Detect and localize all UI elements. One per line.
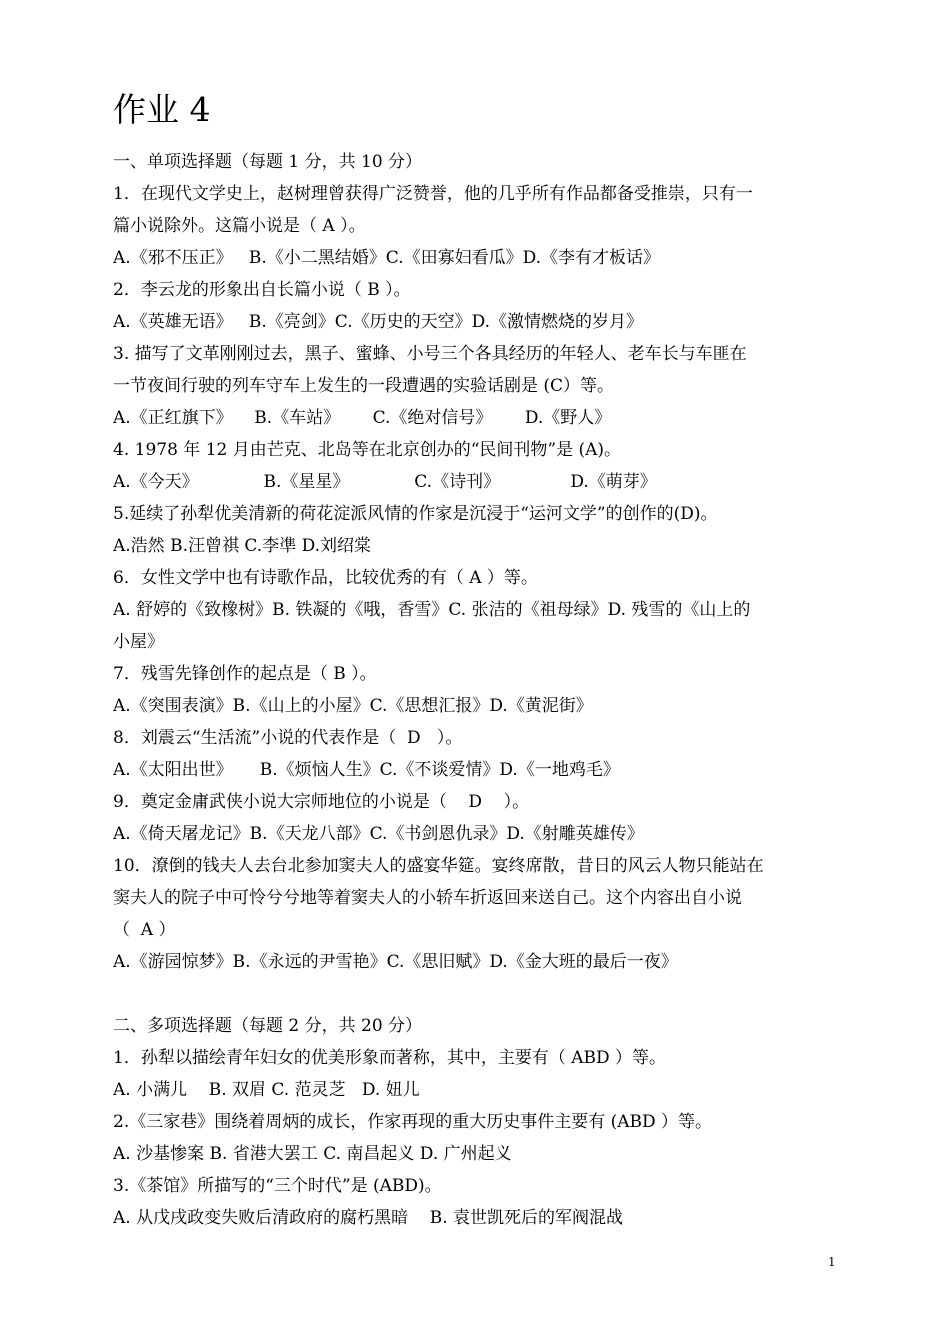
text-line: 3.《茶馆》所描写的“三个时代”是 (ABD)。 xyxy=(113,1176,442,1196)
text-line: A.《正红旗下》 B.《车站》 C.《绝对信号》 D.《野人》 xyxy=(113,408,612,428)
text-line: 10．潦倒的钱夫人去台北参加窦夫人的盛宴华筵。宴终席散，昔日的风云人物只能站在 xyxy=(113,856,764,876)
text-line: A.《突围表演》B.《山上的小屋》C.《思想汇报》D.《黄泥街》 xyxy=(113,696,593,716)
text-line: A.浩然 B.汪曾祺 C.李凖 D.刘绍棠 xyxy=(113,536,372,556)
text-line: 3. 描写了文革刚刚过去，黑子、蜜蜂、小号三个各具经历的年轻人、老车长与车匪在 xyxy=(113,344,747,364)
page-number: 1 xyxy=(828,1255,836,1269)
text-line: 篇小说除外。这篇小说是（ A ）。 xyxy=(113,216,366,236)
text-line: A.《倚天屠龙记》B.《天龙八部》C.《书剑恩仇录》D.《射雕英雄传》 xyxy=(113,824,644,844)
text-line: 4. 1978 年 12 月由芒克、北岛等在北京创办的“民间刊物”是 (A)。 xyxy=(113,440,622,460)
text-line: 5.延续了孙犁优美清新的荷花淀派风情的作家是沉浸于“运河文学”的创作的(D)。 xyxy=(113,504,718,524)
document-body xyxy=(113,146,841,1234)
text-line: 9．奠定金庸武侠小说大宗师地位的小说是（ D ）。 xyxy=(113,792,530,812)
text-line: 1．孙犁以描绘青年妇女的优美形象而著称，其中，主要有（ ABD ）等。 xyxy=(113,1048,667,1068)
text-line: A. 小满儿 B. 双眉 C. 范灵芝 D. 妞儿 xyxy=(113,1080,420,1100)
text-line: A.《太阳出世》 B.《烦恼人生》C.《不谈爱情》D.《一地鸡毛》 xyxy=(113,760,620,780)
text-line: 窦夫人的院子中可怜兮兮地等着窦夫人的小轿车折返回来送自己。这个内容出自小说 xyxy=(113,888,742,908)
text-line: 7．残雪先锋创作的起点是（ B ）。 xyxy=(113,664,377,684)
text-line: A. 沙基惨案 B. 省港大罢工 C. 南昌起义 D. 广州起义 xyxy=(113,1144,512,1164)
text-line: 一节夜间行驶的列车守车上发生的一段遭遇的实验话剧是 (C）等。 xyxy=(113,376,615,396)
text-line: A.《邪不压正》 B.《小二黑结婚》C.《田寡妇看瓜》D.《李有才板话》 xyxy=(113,248,661,268)
text-line: 2．李云龙的形象出自长篇小说（ B ）。 xyxy=(113,280,411,300)
text-line: 一、单项选择题（每题 1 分，共 10 分） xyxy=(113,152,423,172)
page-title: 作业 4 xyxy=(113,90,211,129)
text-line: A. 舒婷的《致橡树》B. 铁凝的《哦，香雪》C. 张洁的《祖母绿》D. 残雪的《山上的 xyxy=(113,600,751,620)
text-line: A. 从戊戌政变失败后清政府的腐朽黑暗 B. 袁世凯死后的军阀混战 xyxy=(113,1208,623,1228)
blank-line xyxy=(113,978,841,1010)
text-line: 二、多项选择题（每题 2 分，共 20 分） xyxy=(113,1016,423,1036)
text-line: A.《游园惊梦》B.《永远的尹雪艳》C.《思旧赋》D.《金大班的最后一夜》 xyxy=(113,952,678,972)
text-line: A.《今天》 B.《星星》 C.《诗刊》 D.《萌芽》 xyxy=(113,472,657,492)
text-line: 6．女性文学中也有诗歌作品，比较优秀的有（ A ）等。 xyxy=(113,568,538,588)
text-line: A.《英雄无语》 B.《亮剑》C.《历史的天空》D.《激情燃烧的岁月》 xyxy=(113,312,644,332)
text-line: 2.《三家巷》围绕着周炳的成长，作家再现的重大历史事件主要有 (ABD ）等。 xyxy=(113,1112,713,1132)
text-line: （ A ） xyxy=(113,920,176,940)
text-line: 1．在现代文学史上，赵树理曾获得广泛赞誉，他的几乎所有作品都备受推崇，只有一 xyxy=(113,184,753,204)
text-line: 小屋》 xyxy=(113,632,164,652)
text-line: 8．刘震云“生活流”小说的代表作是（ D ）。 xyxy=(113,728,463,748)
